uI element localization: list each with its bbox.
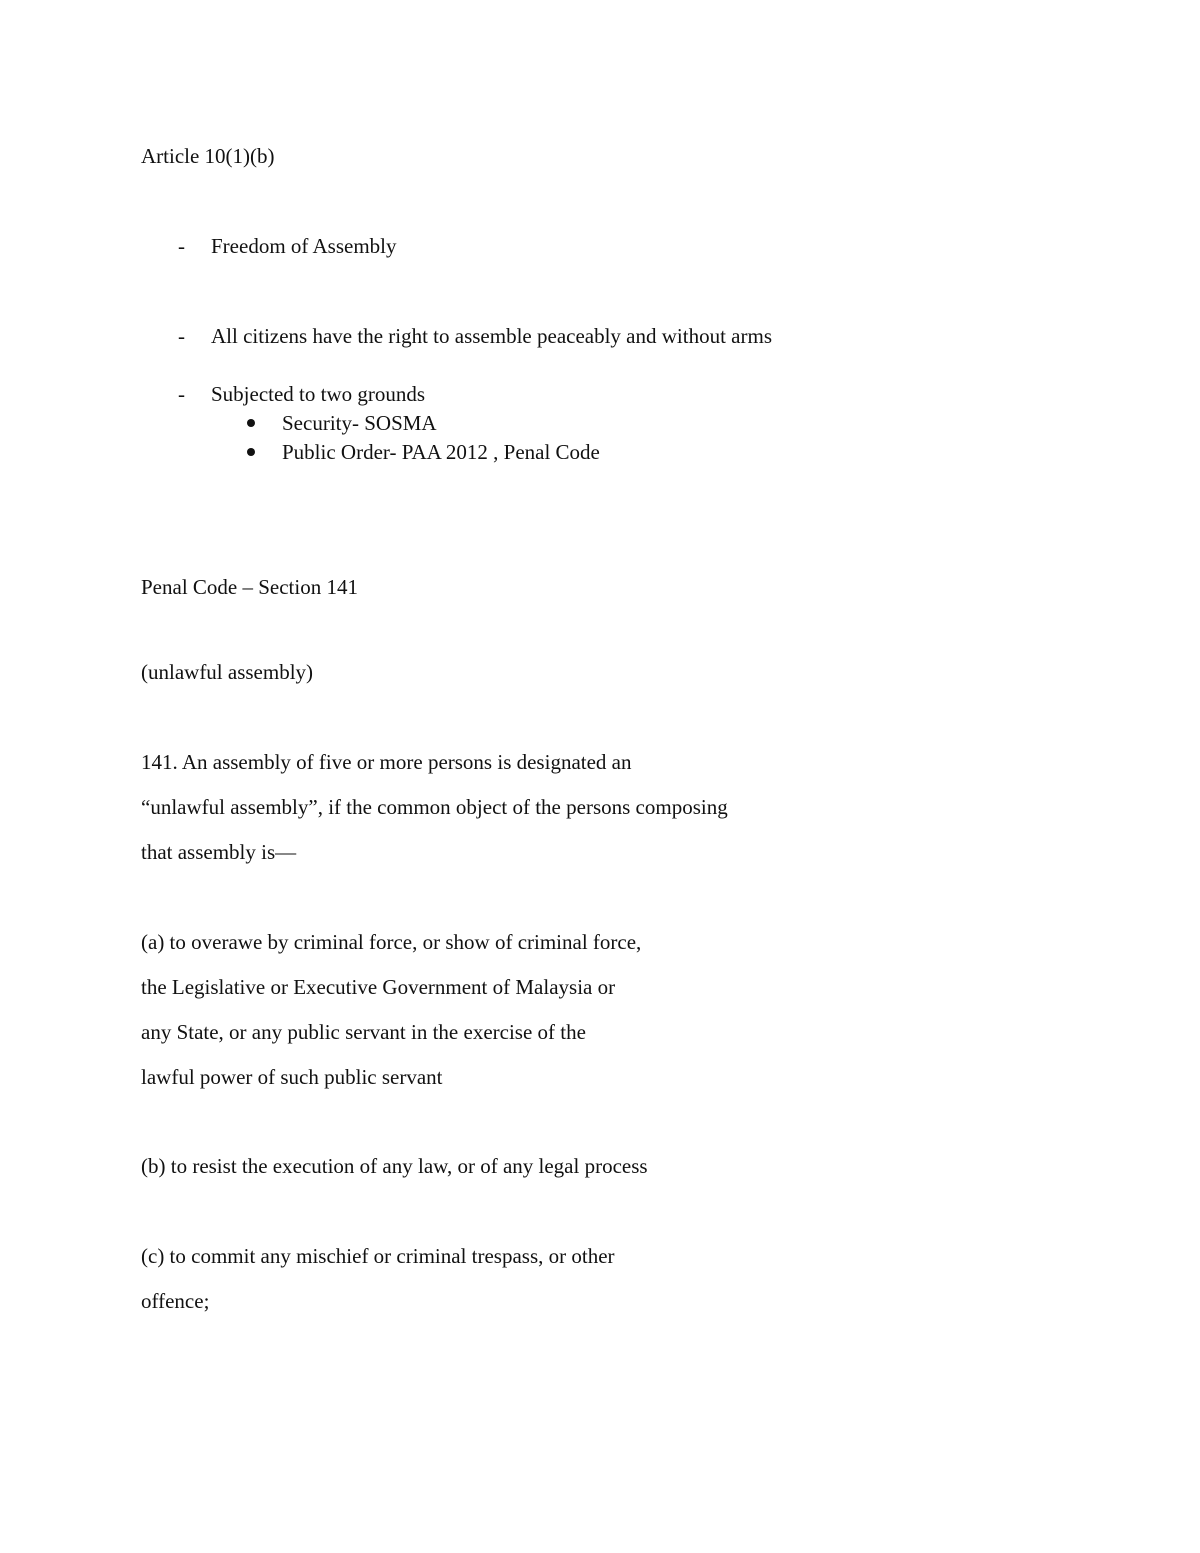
clause-a-line: any State, or any public servant in the exercise of the [141, 1020, 586, 1044]
ground-public-order: Public Order- PAA 2012 , Penal Code [282, 440, 600, 464]
article-point-citizens-right: All citizens have the right to assemble peaceably and without arms [211, 324, 772, 348]
section-intro-line: “unlawful assembly”, if the common object of the persons composing [141, 795, 728, 819]
bullet-icon [247, 448, 255, 456]
clause-c-line: offence; [141, 1289, 210, 1313]
penal-code-heading: Penal Code – Section 141 [141, 575, 358, 599]
clause-c-line: (c) to commit any mischief or criminal trespass, or other [141, 1244, 615, 1268]
clause-a-line: (a) to overawe by criminal force, or show of criminal force, [141, 930, 642, 954]
section-intro-line: that assembly is— [141, 840, 297, 864]
bullet-icon [247, 419, 255, 427]
clause-a-line: the Legislative or Executive Government of Malaysia or [141, 975, 616, 999]
dash-marker: - [178, 382, 185, 406]
clause-a-line: lawful power of such public servant [141, 1065, 443, 1089]
section-intro-line: 141. An assembly of five or more persons is designated an [141, 750, 632, 774]
article-point-grounds: Subjected to two grounds [211, 382, 426, 406]
dash-marker: - [178, 324, 185, 348]
penal-code-subheading: (unlawful assembly) [141, 660, 314, 684]
clause-b-line: (b) to resist the execution of any law, or of any legal process [141, 1154, 648, 1178]
ground-security: Security- SOSMA [282, 411, 437, 435]
article-point-freedom: Freedom of Assembly [211, 234, 397, 258]
dash-marker: - [178, 234, 185, 258]
article-heading: Article 10(1)(b) [141, 144, 275, 168]
